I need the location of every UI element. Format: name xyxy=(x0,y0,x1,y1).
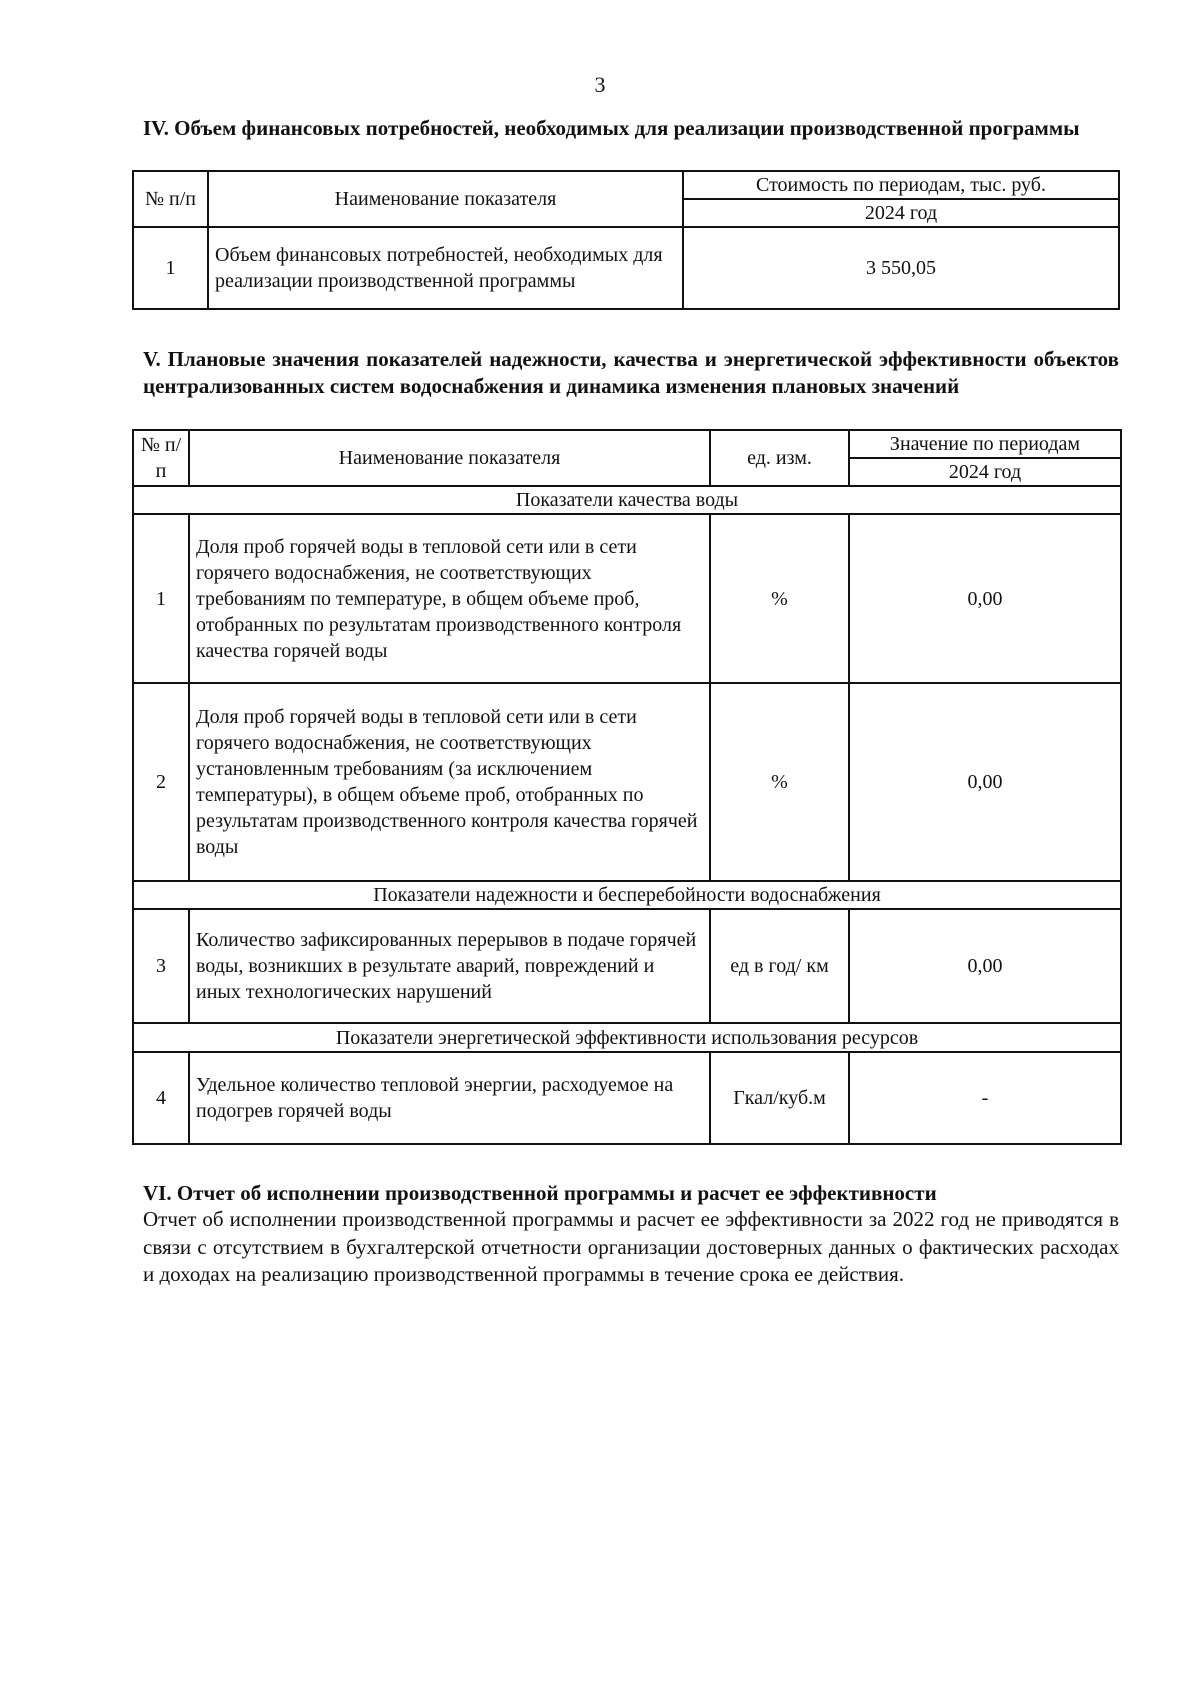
section-6-title: VI. Отчет об исполнении производственной программы и расчет ее эффективности xyxy=(143,1181,937,1205)
table-header-row xyxy=(133,430,1121,458)
row-unit: % xyxy=(710,514,849,683)
group-title-reliability: Показатели надежности и бесперебойности водоснабжения xyxy=(133,881,1121,909)
group-header-row xyxy=(133,486,1121,514)
row-value: 3 550,05 xyxy=(683,227,1119,309)
col-header-name: Наименование показателя xyxy=(189,430,710,486)
row-unit: ед в год/ км xyxy=(710,909,849,1023)
row-value: 0,00 xyxy=(849,514,1121,683)
row-num: 2 xyxy=(133,683,189,881)
table-row xyxy=(133,909,1121,1023)
row-num: 4 xyxy=(133,1052,189,1144)
row-num: 1 xyxy=(133,514,189,683)
row-value: - xyxy=(849,1052,1121,1144)
table-row xyxy=(133,683,1121,881)
group-header-row xyxy=(133,881,1121,909)
group-header-row xyxy=(133,1023,1121,1052)
financial-needs-table xyxy=(132,170,1120,310)
col-header-cost: Стоимость по периодам, тыс. руб. xyxy=(683,171,1119,199)
table-header-row xyxy=(133,171,1119,199)
row-num: 1 xyxy=(133,227,208,309)
row-unit: % xyxy=(710,683,849,881)
row-name: Удельное количество тепловой энергии, расходуемое на подогрев горячей воды xyxy=(189,1052,710,1144)
col-header-unit: ед. изм. xyxy=(710,430,849,486)
row-unit: Гкал/куб.м xyxy=(710,1052,849,1144)
table-row xyxy=(133,514,1121,683)
section-6-text: Отчет об исполнении производственной программы и расчет ее эффективности за 2022 год не приводятся в связи с отсутствием в бухгалтерской отчетности организации достоверных данных о фактических расходах и доходах на реализацию производственной программы в течение срока ее действия. xyxy=(143,1207,1119,1286)
row-value: 0,00 xyxy=(849,909,1121,1023)
col-header-num: № п/п xyxy=(133,171,208,227)
row-value: 0,00 xyxy=(849,683,1121,881)
row-name: Доля проб горячей воды в тепловой сети или в сети горячего водоснабжения, не соответствующих установленным требованиям (за исключением температуры), в общем объеме проб, отобранных по результатам производственного контроля качества горячей воды xyxy=(189,683,710,881)
col-header-value: Значение по периодам xyxy=(849,430,1121,458)
col-header-name: Наименование показателя xyxy=(208,171,683,227)
row-name: Объем финансовых потребностей, необходимых для реализации производственной программы xyxy=(208,227,683,309)
col-header-year: 2024 год xyxy=(849,458,1121,486)
group-title-water-quality: Показатели качества воды xyxy=(133,486,1121,514)
row-name: Доля проб горячей воды в тепловой сети или в сети горячего водоснабжения, не соответствующих требованиям по температуре, в общем объеме проб, отобранных по результатам производственного контроля качества горячей воды xyxy=(189,514,710,683)
col-header-year: 2024 год xyxy=(683,199,1119,227)
section-5-title: V. Плановые значения показателей надежности, качества и энергетической эффективности объектов централизованных систем водоснабжения и динамика изменения плановых значений xyxy=(143,347,1119,398)
col-header-num: № п/п xyxy=(133,430,189,486)
row-name: Количество зафиксированных перерывов в подаче горячей воды, возникших в результате аварий, повреждений и иных технологических нарушений xyxy=(189,909,710,1023)
row-num: 3 xyxy=(133,909,189,1023)
table-row xyxy=(133,227,1119,309)
table-row xyxy=(133,1052,1121,1144)
page-number: 3 xyxy=(594,72,606,97)
section-4-title: IV. Объем финансовых потребностей, необходимых для реализации производственной программы xyxy=(143,116,1080,140)
indicators-table xyxy=(132,429,1122,1145)
group-title-energy-efficiency: Показатели энергетической эффективности использования ресурсов xyxy=(133,1023,1121,1052)
